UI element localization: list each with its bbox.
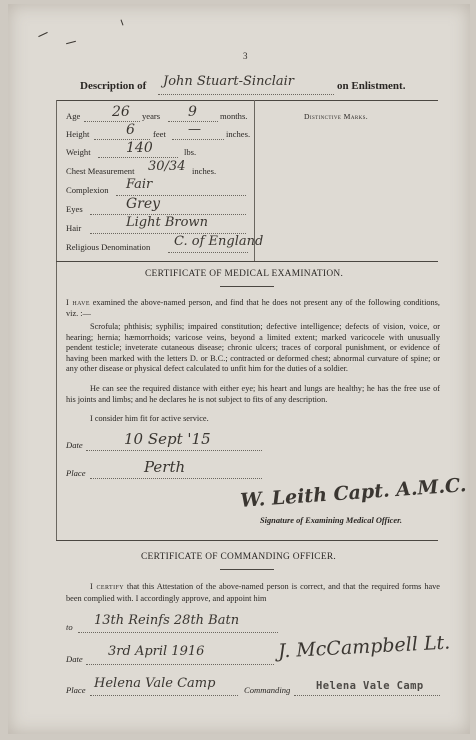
height-inches-value: — <box>188 122 201 137</box>
dotted-line <box>98 157 178 158</box>
dotted-line <box>78 632 278 633</box>
box-left-edge <box>56 100 57 540</box>
pen-mark <box>66 41 76 45</box>
hair-label: Hair <box>66 223 82 233</box>
dotted-line <box>86 664 274 665</box>
pen-mark <box>121 20 124 26</box>
medical-intro <box>66 298 440 319</box>
weight-value: 140 <box>126 140 153 156</box>
commanding-place-value: Helena Vale Camp <box>94 676 216 691</box>
height-feet-value: 6 <box>126 122 135 138</box>
medical-heading: CERTIFICATE OF MEDICAL EXAMINATION. <box>145 269 344 279</box>
dotted-line <box>168 252 248 253</box>
hair-value: Light Brown <box>126 215 208 230</box>
complexion-value: Fair <box>126 177 153 192</box>
rule <box>56 100 438 101</box>
eyes-label: Eyes <box>66 204 83 214</box>
age-months-value: 9 <box>188 104 197 120</box>
certify-rest: that this Attestation of the above-named person is correct, and that the required forms have been complied with. I accordingly approve, and appoint him <box>66 582 440 603</box>
inches-label: inches. <box>226 129 251 139</box>
commanding-date-label: Date <box>66 654 83 664</box>
height-label: Height <box>66 129 90 139</box>
medical-fit: I consider him fit for active service. <box>90 414 209 423</box>
to-value: 13th Reinfs 28th Batn <box>94 613 240 628</box>
feet-label: feet <box>153 129 166 139</box>
commanding-text <box>66 581 440 605</box>
chest-value: 30/34 <box>148 159 186 174</box>
lbs-label: lbs. <box>184 147 197 157</box>
description-title-before: Description of <box>80 80 147 92</box>
rule <box>56 540 438 541</box>
religion-label: Religious Denomination <box>66 242 151 252</box>
medical-place-label: Place <box>66 468 86 478</box>
age-years-value: 26 <box>112 104 130 120</box>
chest-inches-label: inches. <box>192 166 217 176</box>
medical-date-label: Date <box>66 440 83 450</box>
medical-sight: He can see the required distance with either eye; his heart and lungs are healthy; he has the free use of his joints and limbs; and he declares he is not subject to fits of any description. <box>66 384 440 404</box>
rule <box>220 286 274 287</box>
medical-signature-label: Signature of Examining Medical Officer. <box>260 516 402 525</box>
soldier-name: John Stuart-Sinclair <box>163 74 294 89</box>
dotted-line <box>90 478 262 479</box>
pen-mark <box>38 32 47 37</box>
religion-value: C. of England <box>174 234 264 249</box>
commanding-officer-signature: J. McCampbell Lt. <box>277 631 451 663</box>
medical-place-value: Perth <box>144 458 186 476</box>
intro-lead: I have <box>66 298 90 307</box>
commanding-date-value: 3rd April 1916 <box>108 644 205 659</box>
weight-label: Weight <box>66 147 91 157</box>
distinctive-marks-label: Distinctive Marks. <box>304 112 369 121</box>
description-title-after: on Enlistment. <box>337 80 406 92</box>
dotted-line <box>172 139 224 140</box>
commanding-heading: CERTIFICATE OF COMMANDING OFFICER. <box>141 552 337 562</box>
camp-stamp: Helena Vale Camp <box>316 680 424 692</box>
rule <box>220 569 274 570</box>
age-label: Age <box>66 111 81 121</box>
dotted-line <box>294 695 440 696</box>
attestation-page <box>8 4 470 734</box>
chest-label: Chest Measurement <box>66 166 135 176</box>
years-label: years <box>142 111 161 121</box>
commanding-label: Commanding <box>244 685 291 695</box>
dotted-line <box>90 695 238 696</box>
commanding-place-label: Place <box>66 685 86 695</box>
name-dotted-line <box>158 94 334 95</box>
to-label: to <box>66 622 73 632</box>
medical-date-value: 10 Sept '15 <box>124 430 211 448</box>
page-number: 3 <box>243 51 248 61</box>
complexion-label: Complexion <box>66 185 109 195</box>
eyes-value: Grey <box>126 196 161 212</box>
medical-officer-signature: W. Leith Capt. A.M.C. <box>239 474 468 512</box>
medical-conditions: Scrofula; phthisis; syphilis; impaired constitution; defective intelligence; defects of vision, voice, or hearing; hernia; hæmorrhoids; varicose veins, beyond a limited extent; marked varicocele with unusually pendent testicle; inveterate cutaneous disease; chronic ulcers; traces of corporal punishment, or evidence of having been marked with the letters D. or B.C.; contracted or deformed chest; abnormal curvature of spine; or any other disease or physical defect calculated to unfit him for the duties of a soldier. <box>66 322 440 373</box>
months-label: months. <box>220 111 248 121</box>
intro-rest: examined the above-named person, and find that he does not present any of the following conditions, viz. :— <box>66 298 440 318</box>
dotted-line <box>86 450 262 451</box>
rule <box>56 261 438 262</box>
certify-lead: I certify <box>90 582 124 591</box>
